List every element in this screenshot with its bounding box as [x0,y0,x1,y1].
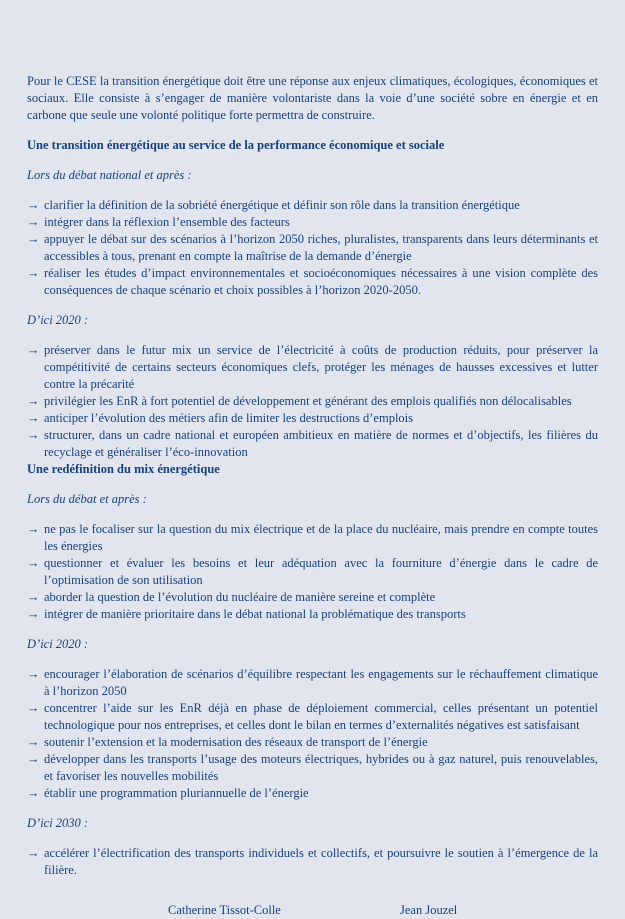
subheading: Lors du débat national et après : [27,168,192,182]
arrow-right-icon: → [27,556,40,570]
bullet-item [27,231,598,265]
bullet-text: clarifier la définition de la sobriété énergétique et définir son rôle dans la transition énergétique [44,198,520,212]
intro-paragraph: Pour le CESE la transition énergétique doit être une réponse aux enjeux climatiques, écologiques, économiques et sociaux. Elle consiste à s’engager de manière volontariste dans la voie d’une société sobre en énergie et en carbone que seule une volonté politique forte permettra de construire. [27,74,598,122]
bullet-text: anticiper l’évolution des métiers afin de limiter les destructions d’emplois [44,411,414,425]
subheading: D’ici 2030 : [27,816,89,830]
bullet-text: préserver dans le futur mix un service de l’électricité à coûts de production réduits, pour préserver la compétitivité de certains secteurs économiques clefs, protéger les ménages de hausses excessives et lutter contre la précarité [44,343,598,391]
bullet-item [27,845,598,879]
arrow-right-icon: → [27,198,40,212]
arrow-right-icon: → [27,266,40,280]
bullet-group [27,197,598,299]
arrow-right-icon: → [27,735,40,749]
bullet-text: développer dans les transports l’usage des moteurs électriques, hybrides ou à gaz naturel, puis renouvelables, et favoriser les nouvelles mobilités [44,752,598,783]
section-heading: Une redéfinition du mix énergétique [27,462,220,476]
arrow-right-icon: → [27,607,40,621]
bullet-group [27,521,598,623]
arrow-right-icon: → [27,215,40,229]
arrow-right-icon: → [27,522,40,536]
arrow-right-icon: → [27,394,40,408]
bullet-item [27,666,598,700]
bullet-item [27,427,598,461]
arrow-right-icon: → [27,786,40,800]
bullet-item [27,197,598,214]
bullet-item [27,214,598,231]
bullet-text: intégrer dans la réflexion l’ensemble des facteurs [44,215,290,229]
arrow-right-icon: → [27,752,40,766]
bullet-text: réaliser les études d’impact environnementales et socioéconomiques nécessaires à une vision complète des conséquences de chaque scénario et choix possibles à l’horizon 2020-2050. [44,266,598,297]
signature-name-right: Jean Jouzel [400,903,458,917]
arrow-right-icon: → [27,343,40,357]
subheading: D’ici 2020 : [27,637,89,651]
bullet-text: concentrer l’aide sur les EnR déjà en phase de déploiement commercial, celles présentant un potentiel technologique pour nos entreprises, et celles dont le bilan en termes d’externalités négatives est satisfaisant [44,701,598,732]
bullet-item [27,265,598,299]
bullet-group [27,666,598,802]
bullet-text: soutenir l’extension et la modernisation des réseaux de transport de l’énergie [44,735,428,749]
bullet-text: aborder la question de l’évolution du nucléaire de manière sereine et complète [44,590,436,604]
subheading: Lors du débat et après : [27,492,147,506]
bullet-item [27,342,598,393]
bullet-text: structurer, dans un cadre national et européen ambitieux en matière de normes et d’objectifs, les filières du recyclage et généraliser l’éco-innovation [44,428,598,459]
bullet-text: intégrer de manière prioritaire dans le débat national la problématique des transports [44,607,466,621]
bullet-item [27,751,598,785]
arrow-right-icon: → [27,590,40,604]
arrow-right-icon: → [27,428,40,442]
bullet-item [27,410,598,427]
signature-name-left: Catherine Tissot-Colle [168,903,281,917]
bullet-group [27,845,598,879]
bullet-text: privilégier les EnR à fort potentiel de développement et générant des emplois qualifiés non délocalisables [44,394,572,408]
bullet-text: accélérer l’électrification des transports individuels et collectifs, et poursuivre le soutien à l’émergence de la filière. [44,846,598,877]
bullet-text: établir une programmation pluriannuelle de l’énergie [44,786,309,800]
bullet-item [27,606,598,623]
bullet-text: appuyer le débat sur des scénarios à l’horizon 2050 riches, pluralistes, transparents dans leurs déterminants et accessibles à tous, prenant en compte la maîtrise de la demande d’énergie [44,232,598,263]
bullet-item [27,555,598,589]
bullet-item [27,734,598,751]
bullet-text: questionner et évaluer les besoins et leur adéquation avec la fourniture d’énergie dans le cadre de l’optimisation de son utilisation [44,556,598,587]
bullet-text: encourager l’élaboration de scénarios d’équilibre respectant les engagements sur le réchauffement climatique à l’horizon 2050 [44,667,598,698]
arrow-right-icon: → [27,232,40,246]
signature-row [27,902,598,919]
arrow-right-icon: → [27,667,40,681]
bullet-item [27,393,598,410]
arrow-right-icon: → [27,411,40,425]
subheading: D’ici 2020 : [27,313,89,327]
arrow-right-icon: → [27,701,40,715]
bullet-item [27,700,598,734]
section-heading: Une transition énergétique au service de la performance économique et sociale [27,138,445,152]
bullet-item [27,521,598,555]
bullet-text: ne pas le focaliser sur la question du mix électrique et de la place du nucléaire, mais prendre en compte toutes les énergies [44,522,598,553]
bullet-item [27,785,598,802]
bullet-group [27,342,598,461]
bullet-item [27,589,598,606]
arrow-right-icon: → [27,846,40,860]
